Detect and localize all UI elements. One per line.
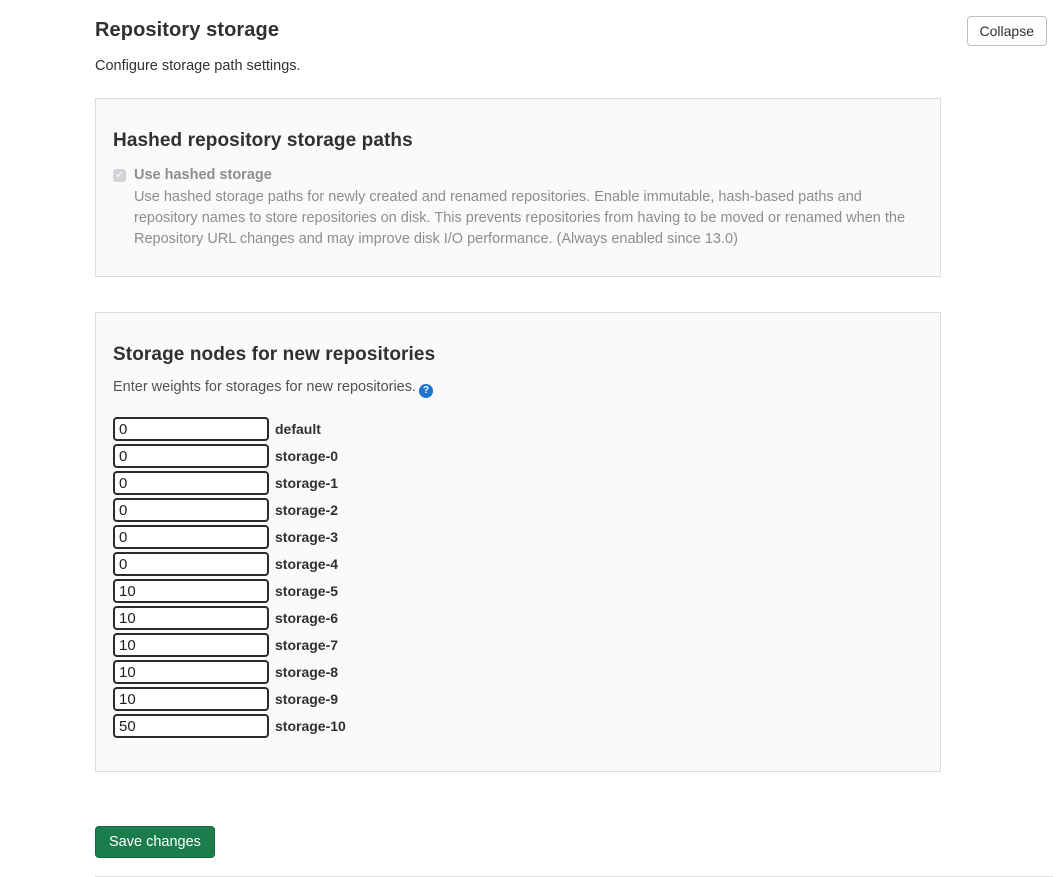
storage-label: storage-5	[275, 583, 339, 599]
storage-label: storage-6	[275, 610, 339, 626]
storage-weight-row	[113, 714, 923, 738]
storage-weight-input[interactable]	[113, 633, 269, 657]
use-hashed-storage-row	[113, 166, 923, 250]
storage-weight-input[interactable]	[113, 687, 269, 711]
use-hashed-storage-text	[134, 166, 923, 250]
storage-weight-input[interactable]	[113, 525, 269, 549]
storage-weight-row	[113, 552, 923, 576]
storage-weight-row	[113, 525, 923, 549]
storage-weight-input[interactable]	[113, 552, 269, 576]
storage-weight-input[interactable]	[113, 714, 269, 738]
storage-rows	[113, 417, 923, 738]
storage-label: storage-7	[275, 637, 339, 653]
storage-weight-input[interactable]	[113, 444, 269, 468]
storage-weight-row	[113, 579, 923, 603]
section-header	[95, 10, 1053, 74]
page-title: Repository storage	[95, 19, 280, 41]
storage-label: default	[275, 421, 321, 437]
help-question-icon[interactable]: ?	[419, 384, 433, 398]
storage-weight-row	[113, 660, 923, 684]
use-hashed-storage-checkbox: ✓	[113, 169, 126, 182]
storage-label: storage-10	[275, 718, 346, 734]
storage-weight-input[interactable]	[113, 660, 269, 684]
storage-label: storage-2	[275, 502, 339, 518]
hashed-storage-heading: Hashed repository storage paths	[113, 130, 413, 151]
storage-label: storage-4	[275, 556, 339, 572]
storage-weight-input[interactable]	[113, 579, 269, 603]
storage-weight-row	[113, 444, 923, 468]
storage-weight-row	[113, 498, 923, 522]
use-hashed-storage-description: Use hashed storage paths for newly created and renamed repositories. Enable immutable, hash-based paths and repository names to store repositories on disk. This prevents repositories from having to be moved or renamed when the Repository URL changes and may improve disk I/O performance. (Always enabled since 13.0)	[134, 189, 906, 247]
storage-weight-row	[113, 417, 923, 441]
storage-weights-hint: Enter weights for storages for new repositories.	[113, 379, 417, 395]
use-hashed-storage-label: Use hashed storage	[134, 167, 272, 183]
hashed-storage-card	[95, 98, 941, 277]
storage-weight-input[interactable]	[113, 498, 269, 522]
storage-label: storage-1	[275, 475, 339, 491]
storage-weights-card	[95, 312, 941, 772]
storage-weight-row	[113, 471, 923, 495]
storage-weight-row	[113, 606, 923, 630]
storage-weight-row	[113, 687, 923, 711]
storage-weights-heading: Storage nodes for new repositories	[113, 344, 436, 365]
storage-weight-input[interactable]	[113, 417, 269, 441]
storage-label: storage-3	[275, 529, 339, 545]
storage-weight-row	[113, 633, 923, 657]
page-subtitle: Configure storage path settings.	[95, 58, 301, 74]
header-text-block	[95, 10, 301, 74]
storage-weight-input[interactable]	[113, 471, 269, 495]
storage-weights-hint-row	[113, 379, 923, 398]
storage-label: storage-8	[275, 664, 339, 680]
repository-storage-settings-page	[95, 0, 1053, 877]
storage-label: storage-9	[275, 691, 339, 707]
save-changes-button[interactable]: Save changes	[95, 826, 215, 858]
storage-weight-input[interactable]	[113, 606, 269, 630]
collapse-button[interactable]: Collapse	[967, 16, 1047, 46]
storage-label: storage-0	[275, 448, 339, 464]
